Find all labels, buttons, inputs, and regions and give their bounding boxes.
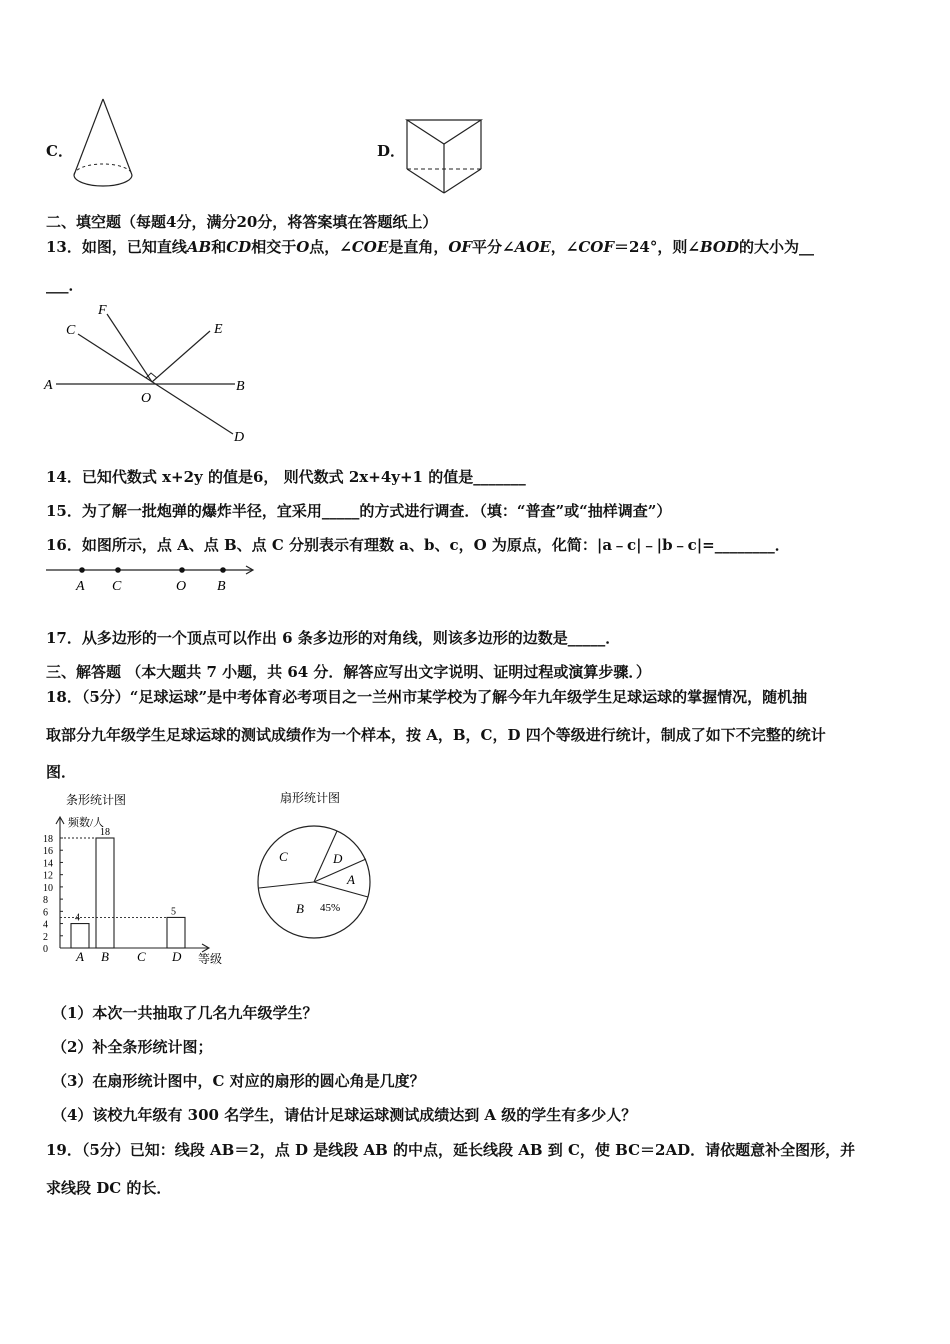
pie-annotation-b: 45% [320, 902, 341, 914]
q16-number-line [40, 560, 270, 596]
bar-value-label: 18 [100, 827, 110, 838]
label-e: E [214, 322, 223, 337]
q19-line1: 19．（5分）已知：线段 AB＝2，点 D 是线段 AB 的中点，延长线段 AB 到 C，使 BC＝2AD．请依题意补全图形，并 [46, 1141, 856, 1159]
q13-blank-tail: ___． [46, 276, 84, 294]
label-o: O [141, 391, 152, 406]
point-o: O [176, 579, 187, 594]
y-tick-label: 14 [43, 858, 53, 870]
y-tick-label: 10 [43, 882, 53, 894]
q18-sub4: （4）该校九年级有 300 名学生，请估计足球运球测试成绩达到 A 级的学生有多少人？ [52, 1106, 637, 1124]
pie-chart-title: 扇形统计图 [280, 791, 341, 805]
pie-divider-ab [314, 882, 368, 897]
q13-text: 13．如图，已知直线AB和CD相交于O点，∠COE是直角，OF平分∠AOE，∠COF＝24°，则∠BOD的大小为__ [46, 238, 814, 256]
y-tick-label: 18 [43, 834, 53, 845]
bar-value-label: 4 [75, 912, 80, 924]
bar-a [71, 924, 89, 948]
pie-label-c: C [279, 849, 288, 864]
pie-label-d: D [333, 851, 343, 866]
section3-heading: 三、解答题 （本大题共 7 小题，共 64 分．解答应写出文字说明、证明过程或演算步骤．） [46, 663, 651, 681]
q19-line2: 求线段 DC 的长． [46, 1179, 172, 1197]
q18-line1: 18．（5分）“足球运球”是中考体育必考项目之一兰州市某学校为了解今年九年级学生足球运球的掌握情况，随机抽 [46, 688, 808, 706]
label-a: A [44, 378, 53, 393]
q17-text: 17．从多边形的一个顶点可以作出 6 条多边形的对角线，则该多边形的边数是_____． [46, 629, 621, 647]
x-tick-label: A [76, 949, 84, 964]
q18-sub2: （2）补全条形统计图； [52, 1038, 213, 1056]
point-c: C [112, 579, 122, 594]
point-a: A [76, 579, 85, 594]
y-tick-label: 16 [43, 846, 53, 858]
label-c: C [66, 323, 76, 338]
bar-chart [40, 790, 240, 970]
pie-label-b: B [296, 901, 304, 916]
q13-angle-figure [40, 298, 260, 448]
x-tick-label: D [172, 949, 182, 964]
label-d: D [234, 430, 245, 445]
q18-sub3: （3）在扇形统计图中，C 对应的扇形的圆心角是几度？ [52, 1072, 425, 1090]
q14-text: 14．已知代数式 x+2y 的值是6， 则代数式 2x+4y+1 的值是_______ [46, 468, 526, 486]
y-tick-label: 6 [43, 907, 48, 919]
y-tick-label: 4 [43, 919, 48, 931]
x-tick-label: B [101, 949, 109, 964]
y-tick-label: 0 [43, 944, 48, 955]
x-tick-label: C [137, 949, 146, 964]
y-tick-label: 8 [43, 895, 48, 907]
option-d-label: D． [377, 142, 406, 160]
pie-label-a: A [347, 872, 355, 887]
option-c-label: C． [46, 142, 73, 160]
cone-figure [68, 95, 138, 195]
q18-line2: 取部分九年级学生足球运球的测试成绩作为一个样本，按 A，B，C，D 四个等级进行统计，制成了如下不完整的统计 [46, 726, 826, 744]
label-b: B [236, 379, 245, 394]
bar-b [96, 838, 114, 948]
point-b: B [217, 579, 226, 594]
bar-chart-title: 条形统计图 [66, 793, 127, 807]
y-tick-label: 12 [43, 870, 53, 882]
bar-chart-ylabel: 频数/人 [68, 817, 105, 829]
bar-d [167, 917, 185, 948]
q16-text: 16．如图所示，点 A、点 B、点 C 分别表示有理数 a、b、c，O 为原点，化简：|a﹣c|﹣|b﹣c|=________． [46, 536, 790, 554]
bar-chart-xlabel: 等级 [198, 952, 223, 966]
q18-line3: 图． [46, 763, 77, 781]
section2-heading: 二、填空题（每题4分，满分20分，将答案填在答题纸上） [46, 213, 438, 231]
y-tick-label: 2 [43, 931, 48, 943]
q18-sub1: （1）本次一共抽取了几名九年级学生？ [52, 1004, 318, 1022]
bar-value-label: 5 [171, 906, 176, 918]
prism-figure [400, 112, 490, 202]
label-f: F [98, 303, 107, 318]
pie-chart [250, 790, 380, 970]
q15-text: 15．为了解一批炮弹的爆炸半径，宜采用_____的方式进行调查．（填：“普查”或“抽样调查”） [46, 502, 672, 520]
pie-divider-bc [259, 882, 314, 888]
